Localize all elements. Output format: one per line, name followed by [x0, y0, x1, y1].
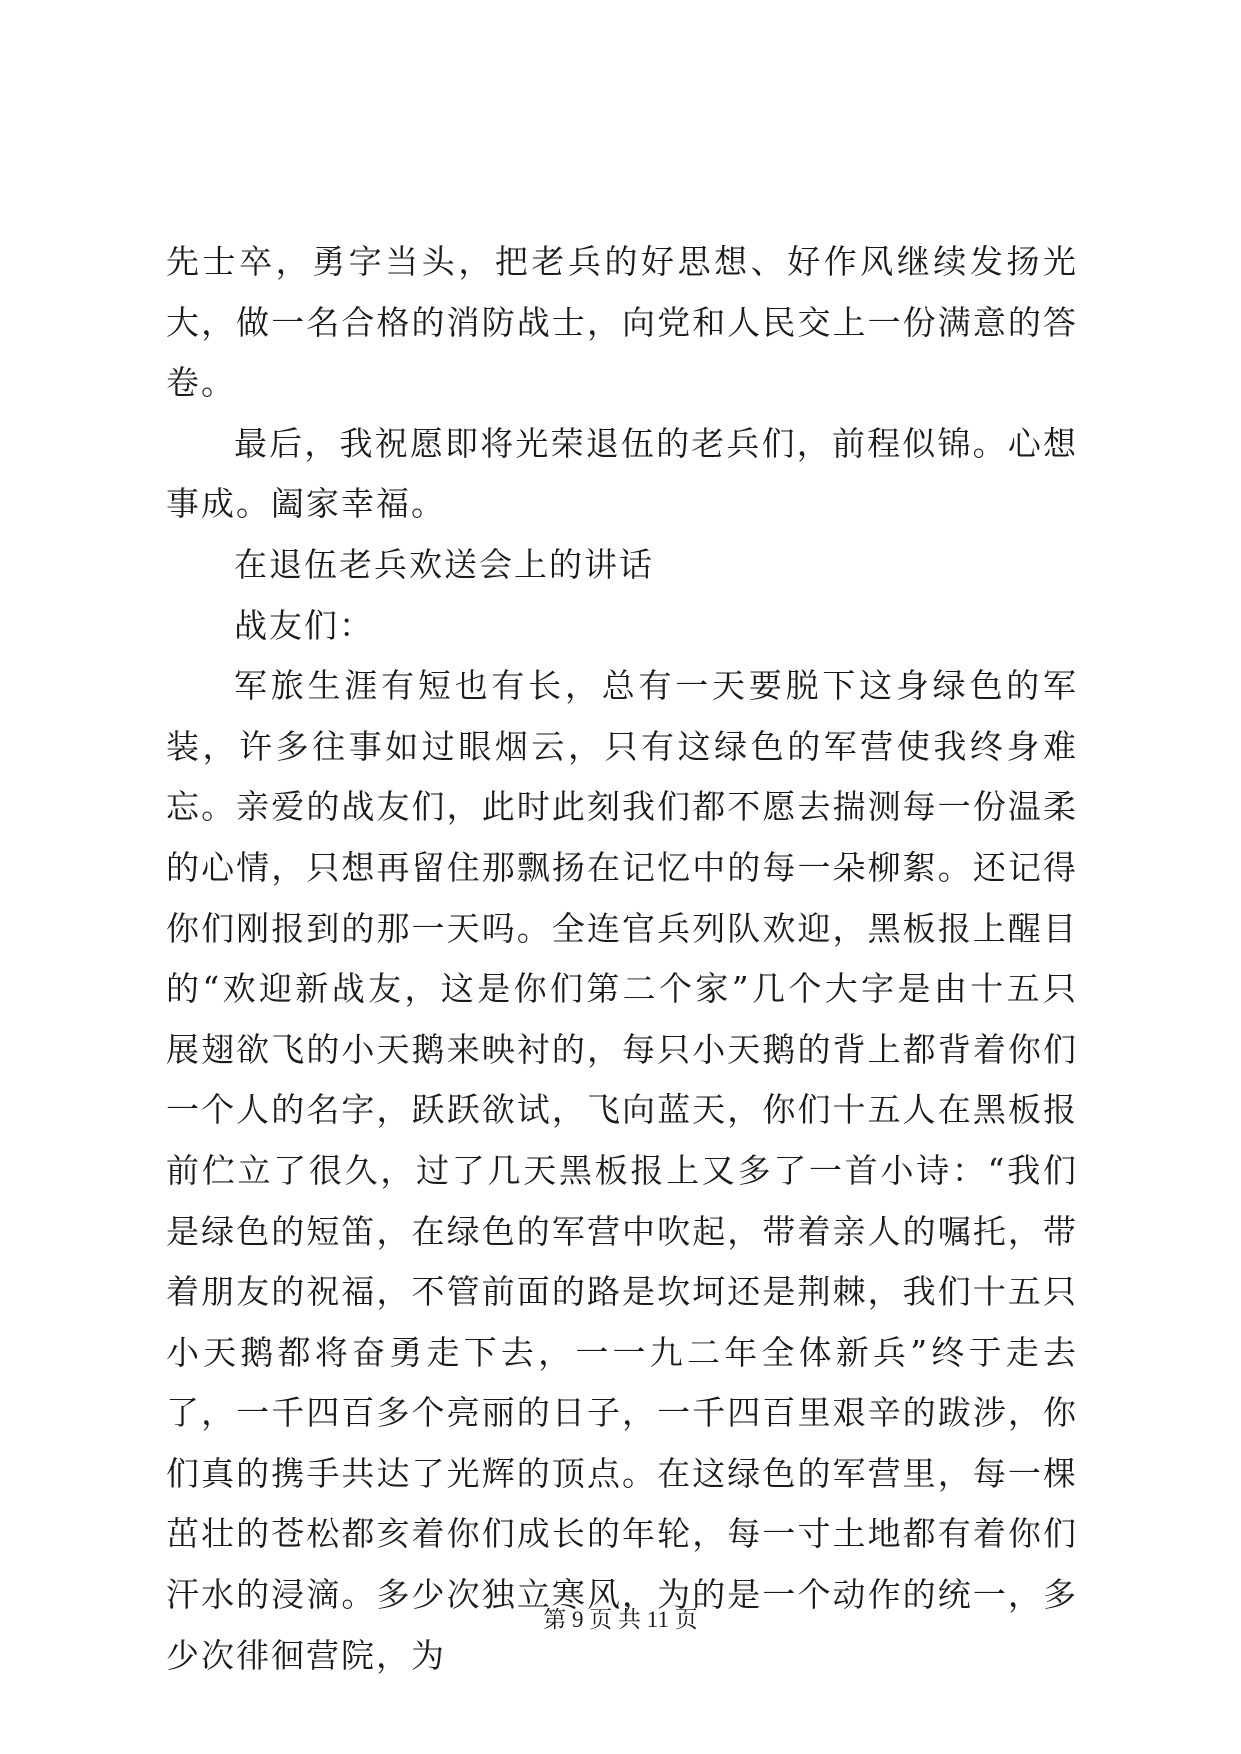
- page-number-footer: 第 9 页 共 11 页: [543, 1607, 698, 1632]
- body-text: [166, 232, 1078, 1686]
- paragraph-continuation: 先士卒，勇字当头，把老兵的好思想、好作风继续发扬光大，做一名合格的消防战士，向党和人民交上一份满意的答卷。: [166, 242, 1078, 403]
- paragraph-speech-body: 军旅生涯有短也有长，总有一天要脱下这身绿色的军装，许多往事如过眼烟云，只有这绿色的军营使我终身难忘。亲爱的战友们，此时此刻我们都不愿去揣测每一份温柔的心情，只想再留住那飘扬在记忆中的每一朵柳絮。还记得你们刚报到的那一天吗。全连官兵列队欢迎，黑板报上醒目的“欢迎新战友，这是你们第二个家”几个大字是由十五只展翅欲飞的小天鹅来映衬的，每只小天鹅的背上都背着你们一个人的名字，跃跃欲试，飞向蓝天，你们十五人在黑板报前伫立了很久，过了几天黑板报上又多了一首小诗：“我们是绿色的短笛，在绿色的军营中吹起，带着亲人的嘱托，带着朋友的祝福，不管前面的路是坎坷还是荆棘，我们十五只小天鹅都将奋勇走下去，一一九二年全体新兵”终于走去了，一千四百多个亮丽的日子，一千四百里艰辛的跋涉，你们真的携手共达了光辉的顶点。在这绿色的军营里，每一棵茁壮的苍松都亥着你们成长的年轮，每一寸土地都有着你们汗水的浸滴。多少次独立寒风，为的是一个动作的统一，多少次徘徊营院，为: [166, 666, 1078, 1675]
- salutation: 战友们：: [234, 605, 374, 645]
- speech-title: 在退伍老兵欢送会上的讲话: [234, 544, 654, 584]
- paragraph-closing-wishes: 最后，我祝愿即将光荣退伍的老兵们，前程似锦。心想事成。阖家幸福。: [166, 423, 1078, 524]
